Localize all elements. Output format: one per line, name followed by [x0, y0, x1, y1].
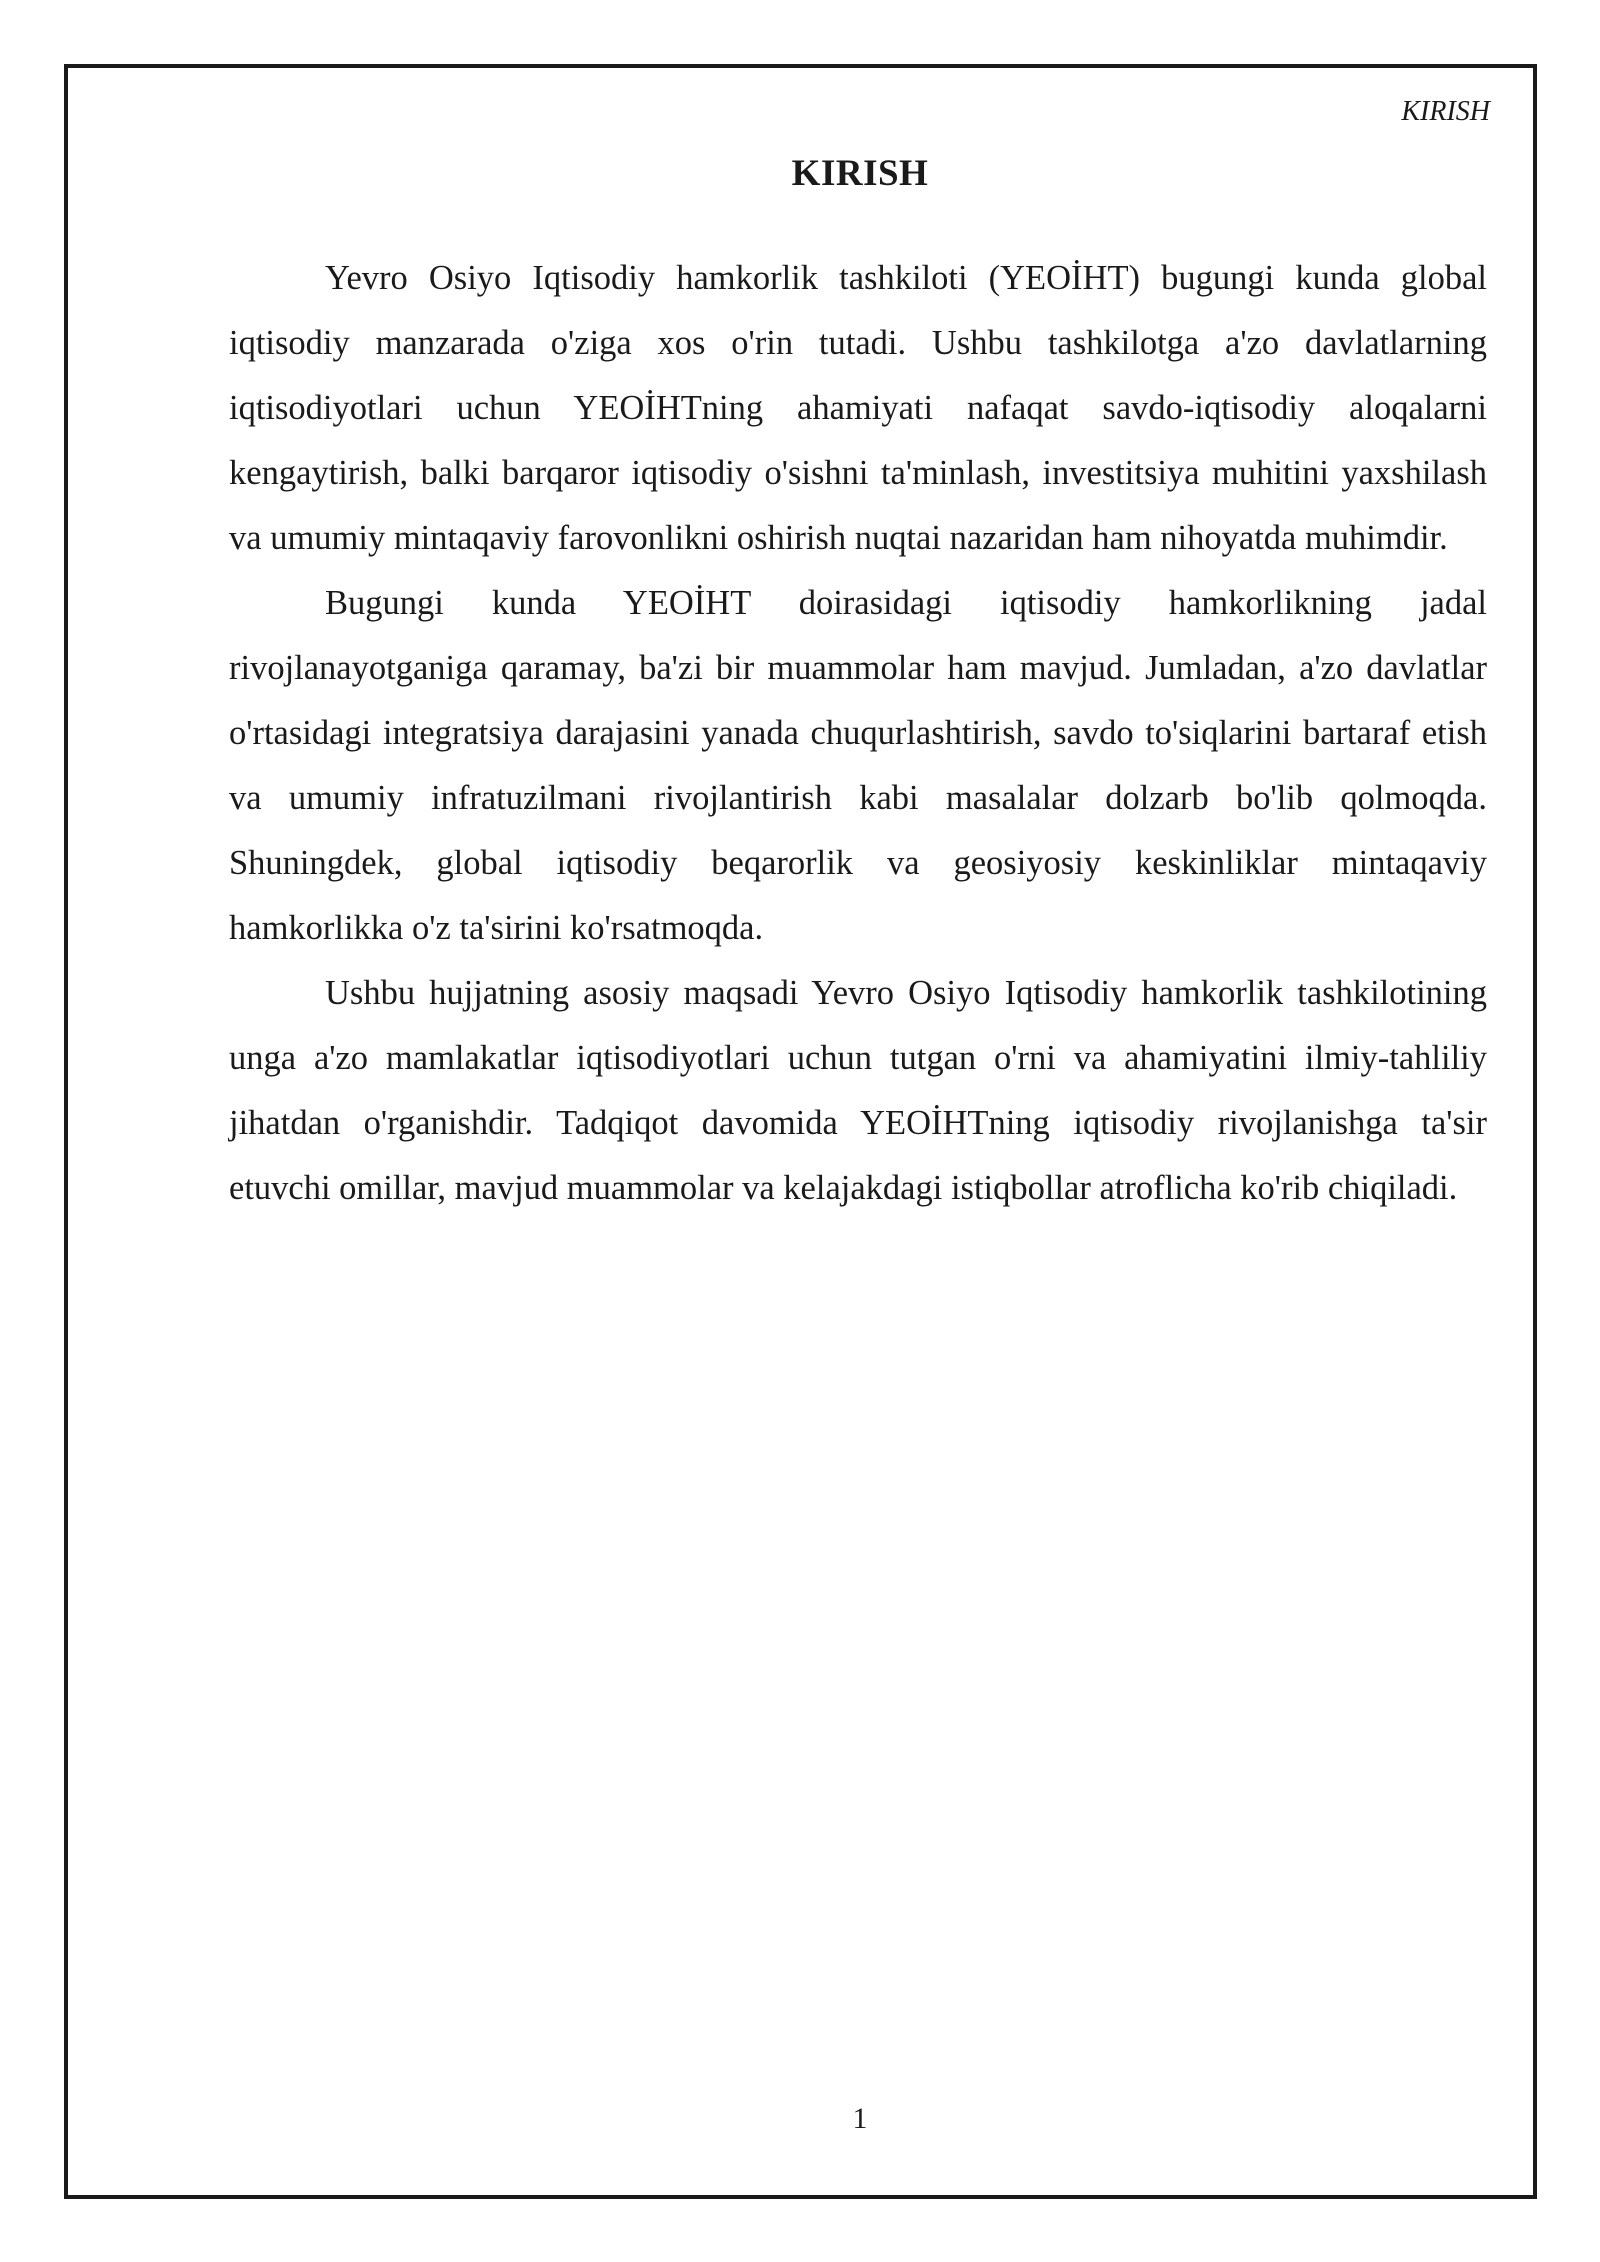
page-title: KIRISH — [791, 153, 929, 194]
body-text — [229, 246, 1487, 1221]
paragraph-3: Ushbu hujjatning asosiy maqsadi Yevro Osiyo Iqtisodiy hamkorlik tashkilotining unga a'zo mamlakatlar iqtisodiyotlari uchun tutgan o'rni va ahamiyatini ilmiy-tahliliy jihatdan o'rganishdir. Tadqiqot davomida YEOİHTning iqtisodiy rivojlanishga ta'sir etuvchi omillar, mavjud muammolar va kelajakdagi istiqbollar atroflicha ko'rib chiqiladi. — [229, 974, 1487, 1207]
paragraph-2: Bugungi kunda YEOİHT doirasidagi iqtisodiy hamkorlikning jadal rivojlanayotganiga qaramay, ba'zi bir muammolar ham mavjud. Jumladan, a'zo davlatlar o'rtasidagi integratsiya darajasini yanada chuqurlashtirish, savdo to'siqlarini bartaraf etish va umumiy infratuzilmani rivojlantirish kabi masalalar dolzarb bo'lib qolmoqda. Shuningdek, global iqtisodiy beqarorlik va geosiyosiy keskinliklar mintaqaviy hamkorlikka o'z ta'sirini ko'rsatmoqda. — [229, 584, 1487, 947]
page-number: 1 — [852, 2102, 868, 2135]
paragraph-1: Yevro Osiyo Iqtisodiy hamkorlik tashkiloti (YEOİHT) bugungi kunda global iqtisodiy manzarada o'ziga xos o'rin tutadi. Ushbu tashkilotga a'zo davlatlarning iqtisodiyotlari uchun YEOİHTning ahamiyati nafaqat savdo-iqtisodiy aloqalarni kengaytirish, balki barqaror iqtisodiy o'sishni ta'minlash, investitsiya muhitini yaxshilash va umumiy mintaqaviy farovonlikni oshirish nuqtai nazaridan ham nihoyatda muhimdir. — [229, 259, 1487, 557]
running-header: KIRISH — [1401, 96, 1490, 127]
